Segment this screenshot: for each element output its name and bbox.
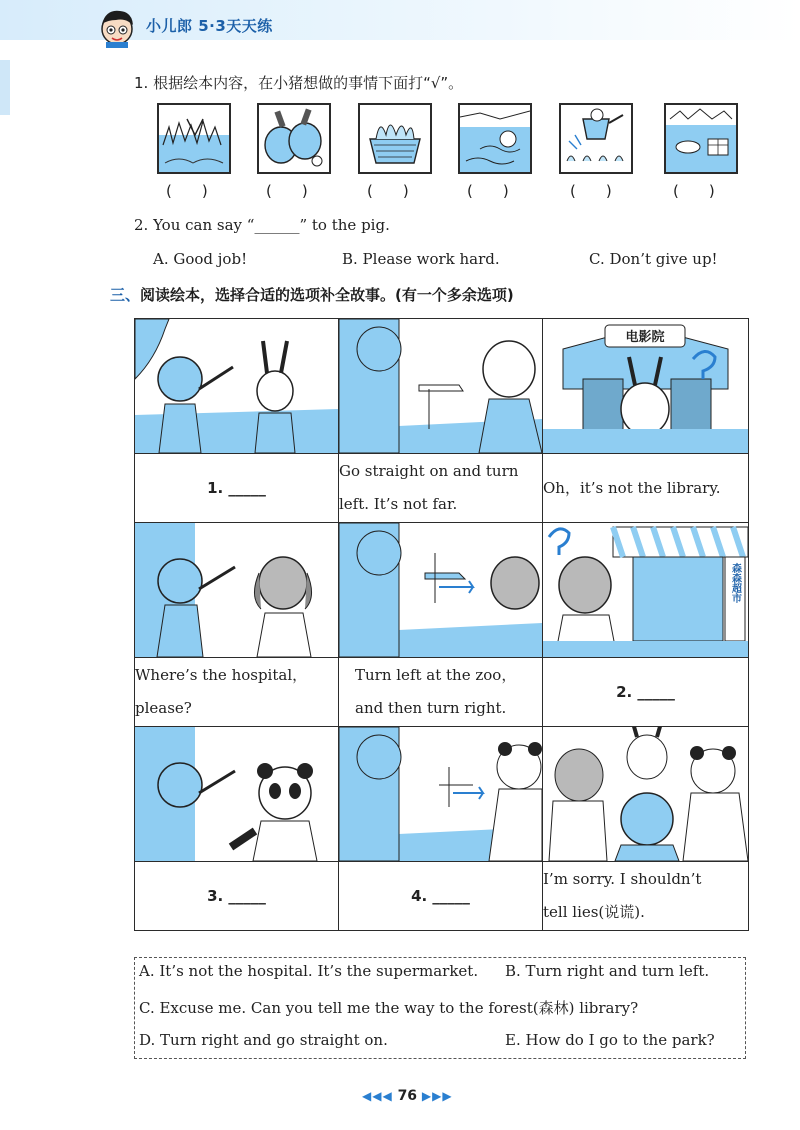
answer-paren-3[interactable]: ( ) [367,182,409,200]
panel-tiger-zoo-signpost [339,523,543,658]
story-blank-3[interactable]: 3. _____ [135,862,339,931]
q2-blank[interactable]: ______ [254,216,300,234]
page-number [362,1088,453,1104]
section-title: 阅读绘本，选择合适的选项补全故事。(有一个多余选项) [140,286,514,304]
story-text-r2c1 [135,658,339,727]
q2-text-before: 2. You can say “ [134,216,255,234]
answer-paren-2[interactable]: ( ) [266,182,308,200]
story-blank-4[interactable]: 4. _____ [339,862,543,931]
q1-text: 1. 根据绘本内容，在小猪想做的事情下面打“√”。 [134,74,464,92]
story-line: please? [135,699,192,717]
panel-tiger-dog-pointing [135,523,339,658]
story-line: Turn left at the zoo， [355,666,517,684]
watering-icon [559,103,633,174]
picnic-icon [664,103,738,174]
story-blank-2[interactable]: 2. _____ [543,658,749,727]
panel-supermarket [543,523,749,658]
q2-text [134,216,390,234]
page-number-text: 76 [397,1088,418,1104]
answer-paren-1[interactable]: ( ) [166,182,208,200]
brand-title: 小儿郎 5·3天天练 [146,17,273,35]
panel-tiger-panda-signpost [339,727,543,862]
q2-option-c[interactable]: C. Don’t give up! [589,250,718,268]
option-a[interactable]: A. It’s not the hospital. It’s the supermarket. [139,962,479,980]
story-table [134,318,749,931]
q2-option-b[interactable]: B. Please work hard. [342,250,500,268]
answer-paren-6[interactable]: ( ) [673,182,715,200]
option-c[interactable]: C. Excuse me. Can you tell me the way to the forest(森林) library? [139,999,639,1017]
vegetable-basket-icon [358,103,432,174]
story-text-r1c3: Oh，it’s not the library. [543,454,749,523]
picking-fruit-icon [157,103,231,174]
section-3-heading [110,284,514,305]
option-d[interactable]: D. Turn right and go straight on. [139,1031,388,1049]
story-line: left. It’s not far. [339,495,458,513]
story-blank-1[interactable]: 1. _____ [135,454,339,523]
option-b[interactable]: B. Turn right and turn left. [505,962,710,980]
prev-arrows-icon: ◀◀◀ [362,1089,393,1103]
panel-cinema [543,319,749,454]
story-line: and then turn right. [355,699,507,717]
boy-mascot-icon [96,6,138,48]
margin-bar [0,60,10,115]
story-text-r1c2 [339,454,543,523]
answer-paren-4[interactable]: ( ) [467,182,509,200]
story-text-r3c3 [543,862,749,931]
next-arrows-icon: ▶▶▶ [421,1089,453,1103]
panel-tiger-panda-pointing [135,727,339,862]
answer-paren-5[interactable]: ( ) [570,182,612,200]
panel-tiger-rabbit-pointing [135,319,339,454]
section-number: 三、 [110,286,141,304]
story-line: I’m sorry. I shouldn’t [543,870,702,888]
ping-pong-icon [257,103,331,174]
q2-option-a[interactable]: A. Good job! [153,250,248,268]
panel-tiger-signpost-rabbit [339,319,543,454]
supermarket-sign: 森森超市 [729,563,741,603]
story-line: Where’s the hospital， [135,666,308,684]
story-line: Go straight on and turn [339,462,519,480]
option-e[interactable]: E. How do I go to the park? [505,1031,715,1049]
story-line: tell lies(说谎). [543,903,645,921]
story-text-r2c2 [339,658,543,727]
q2-text-after: ” to the pig. [299,216,390,234]
cinema-sign: 电影院 [625,330,665,345]
panel-friends-group [543,727,749,862]
swimming-icon [458,103,532,174]
